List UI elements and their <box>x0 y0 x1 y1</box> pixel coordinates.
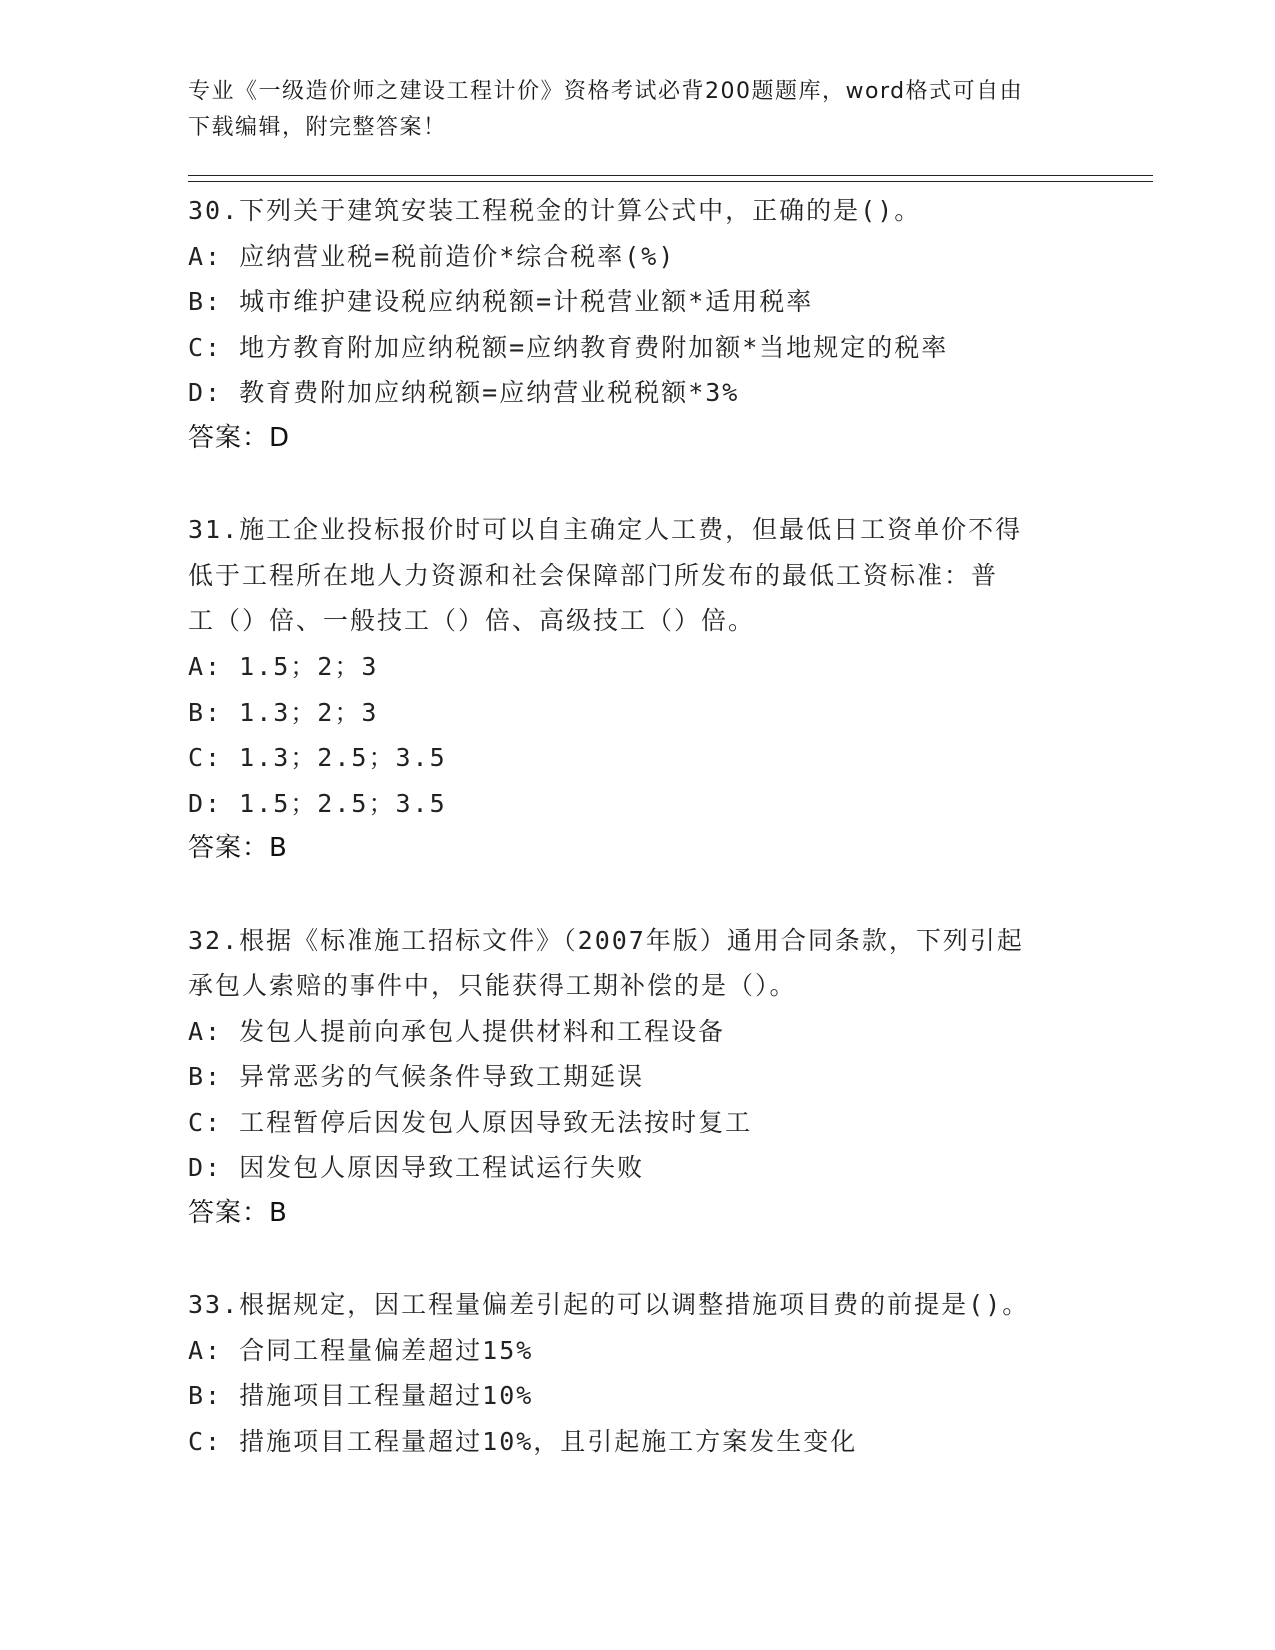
question-spacer <box>188 1237 1108 1283</box>
option-d: D: 教育费附加应纳税额=应纳营业税税额*3% <box>188 378 740 408</box>
answer-label: 答案：D <box>188 422 291 453</box>
question-33 <box>188 1282 1108 1464</box>
question-text: 30.下列关于建筑安装工程税金的计算公式中，正确的是()。 <box>188 196 922 225</box>
option-c: C: 措施项目工程量超过10%，且引起施工方案发生变化 <box>188 1427 858 1457</box>
option-a: A: 发包人提前向承包人提供材料和工程设备 <box>188 1016 726 1046</box>
option-a: A: 应纳营业税=税前造价*综合税率(%) <box>188 241 676 271</box>
header-line-1: 专业《一级造价师之建设工程计价》资格考试必背200题题库，word格式可自由 <box>188 79 1024 104</box>
option-d: D: 因发包人原因导致工程试运行失败 <box>188 1153 645 1183</box>
question-list <box>188 188 1108 1465</box>
option-a: A: 合同工程量偏差超过15% <box>188 1335 534 1365</box>
option-b: B: 1.3；2；3 <box>188 697 379 727</box>
question-30 <box>188 188 1108 462</box>
question-text: 31.施工企业投标报价时可以自主确定人工费，但最低日工资单价不得 <box>188 515 1023 545</box>
header-divider-top <box>188 175 1153 176</box>
question-text: 承包人索赔的事件中，只能获得工期补偿的是（）。 <box>188 971 797 1001</box>
header-divider-bottom <box>188 181 1153 182</box>
question-spacer <box>188 872 1108 918</box>
question-text: 33.根据规定，因工程量偏差引起的可以调整措施项目费的前提是()。 <box>188 1290 1030 1320</box>
question-spacer <box>188 462 1108 508</box>
option-b: B: 城市维护建设税应纳税额=计税营业额*适用税率 <box>188 287 814 317</box>
option-b: B: 异常恶劣的气候条件导致工期延误 <box>188 1062 645 1092</box>
option-b: B: 措施项目工程量超过10% <box>188 1381 534 1411</box>
option-c: C: 工程暂停后因发包人原因导致无法按时复工 <box>188 1107 753 1137</box>
answer-label: 答案：B <box>188 833 288 864</box>
option-c: C: 1.3；2.5；3.5 <box>188 743 447 773</box>
option-c: C: 地方教育附加应纳税额=应纳教育费附加额*当地规定的税率 <box>188 332 949 362</box>
header-line-2: 下载编辑，附完整答案！ <box>188 115 447 140</box>
option-a: A: 1.5；2；3 <box>188 651 379 681</box>
question-32 <box>188 918 1108 1237</box>
option-d: D: 1.5；2.5；3.5 <box>188 788 447 818</box>
question-31 <box>188 507 1108 872</box>
question-text: 低于工程所在地人力资源和社会保障部门所发布的最低工资标准：普 <box>188 560 999 590</box>
answer-label: 答案：B <box>188 1198 288 1229</box>
question-text: 32.根据《标准施工招标文件》（2007年版）通用合同条款，下列引起 <box>188 925 1024 955</box>
document-header <box>188 74 1088 146</box>
question-text: 工（）倍、一般技工（）倍、高级技工（）倍。 <box>188 606 756 636</box>
